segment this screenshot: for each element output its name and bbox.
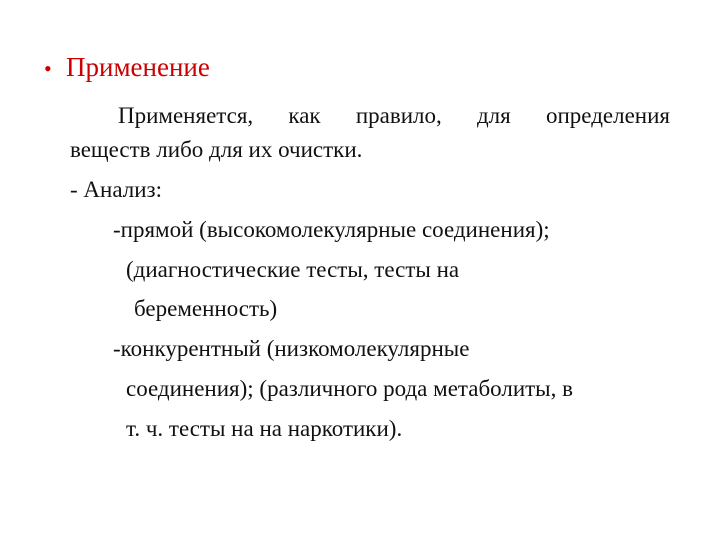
body-line-1-text: Применяется, как правило, для определения (118, 103, 670, 128)
body-line-8: соединения); (различного рода метаболиты, в (126, 376, 573, 401)
body-line-9: т. ч. тесты на на наркотики). (126, 416, 403, 441)
body-line-5: (диагностические тесты, тесты на (126, 257, 460, 282)
body-line-6: беременность) (134, 296, 278, 321)
body-line-3: - Анализ: (70, 177, 162, 202)
heading-row (44, 52, 210, 83)
body-line-4: -прямой (высокомолекулярные соединения); (113, 217, 550, 242)
body-line-7: -конкурентный (низкомолекулярные (113, 336, 470, 361)
body-line-1 (118, 101, 670, 131)
body-line-2: веществ либо для их очистки. (70, 137, 363, 162)
slide-heading: Применение (66, 52, 210, 82)
bullet-icon: • (44, 56, 52, 81)
